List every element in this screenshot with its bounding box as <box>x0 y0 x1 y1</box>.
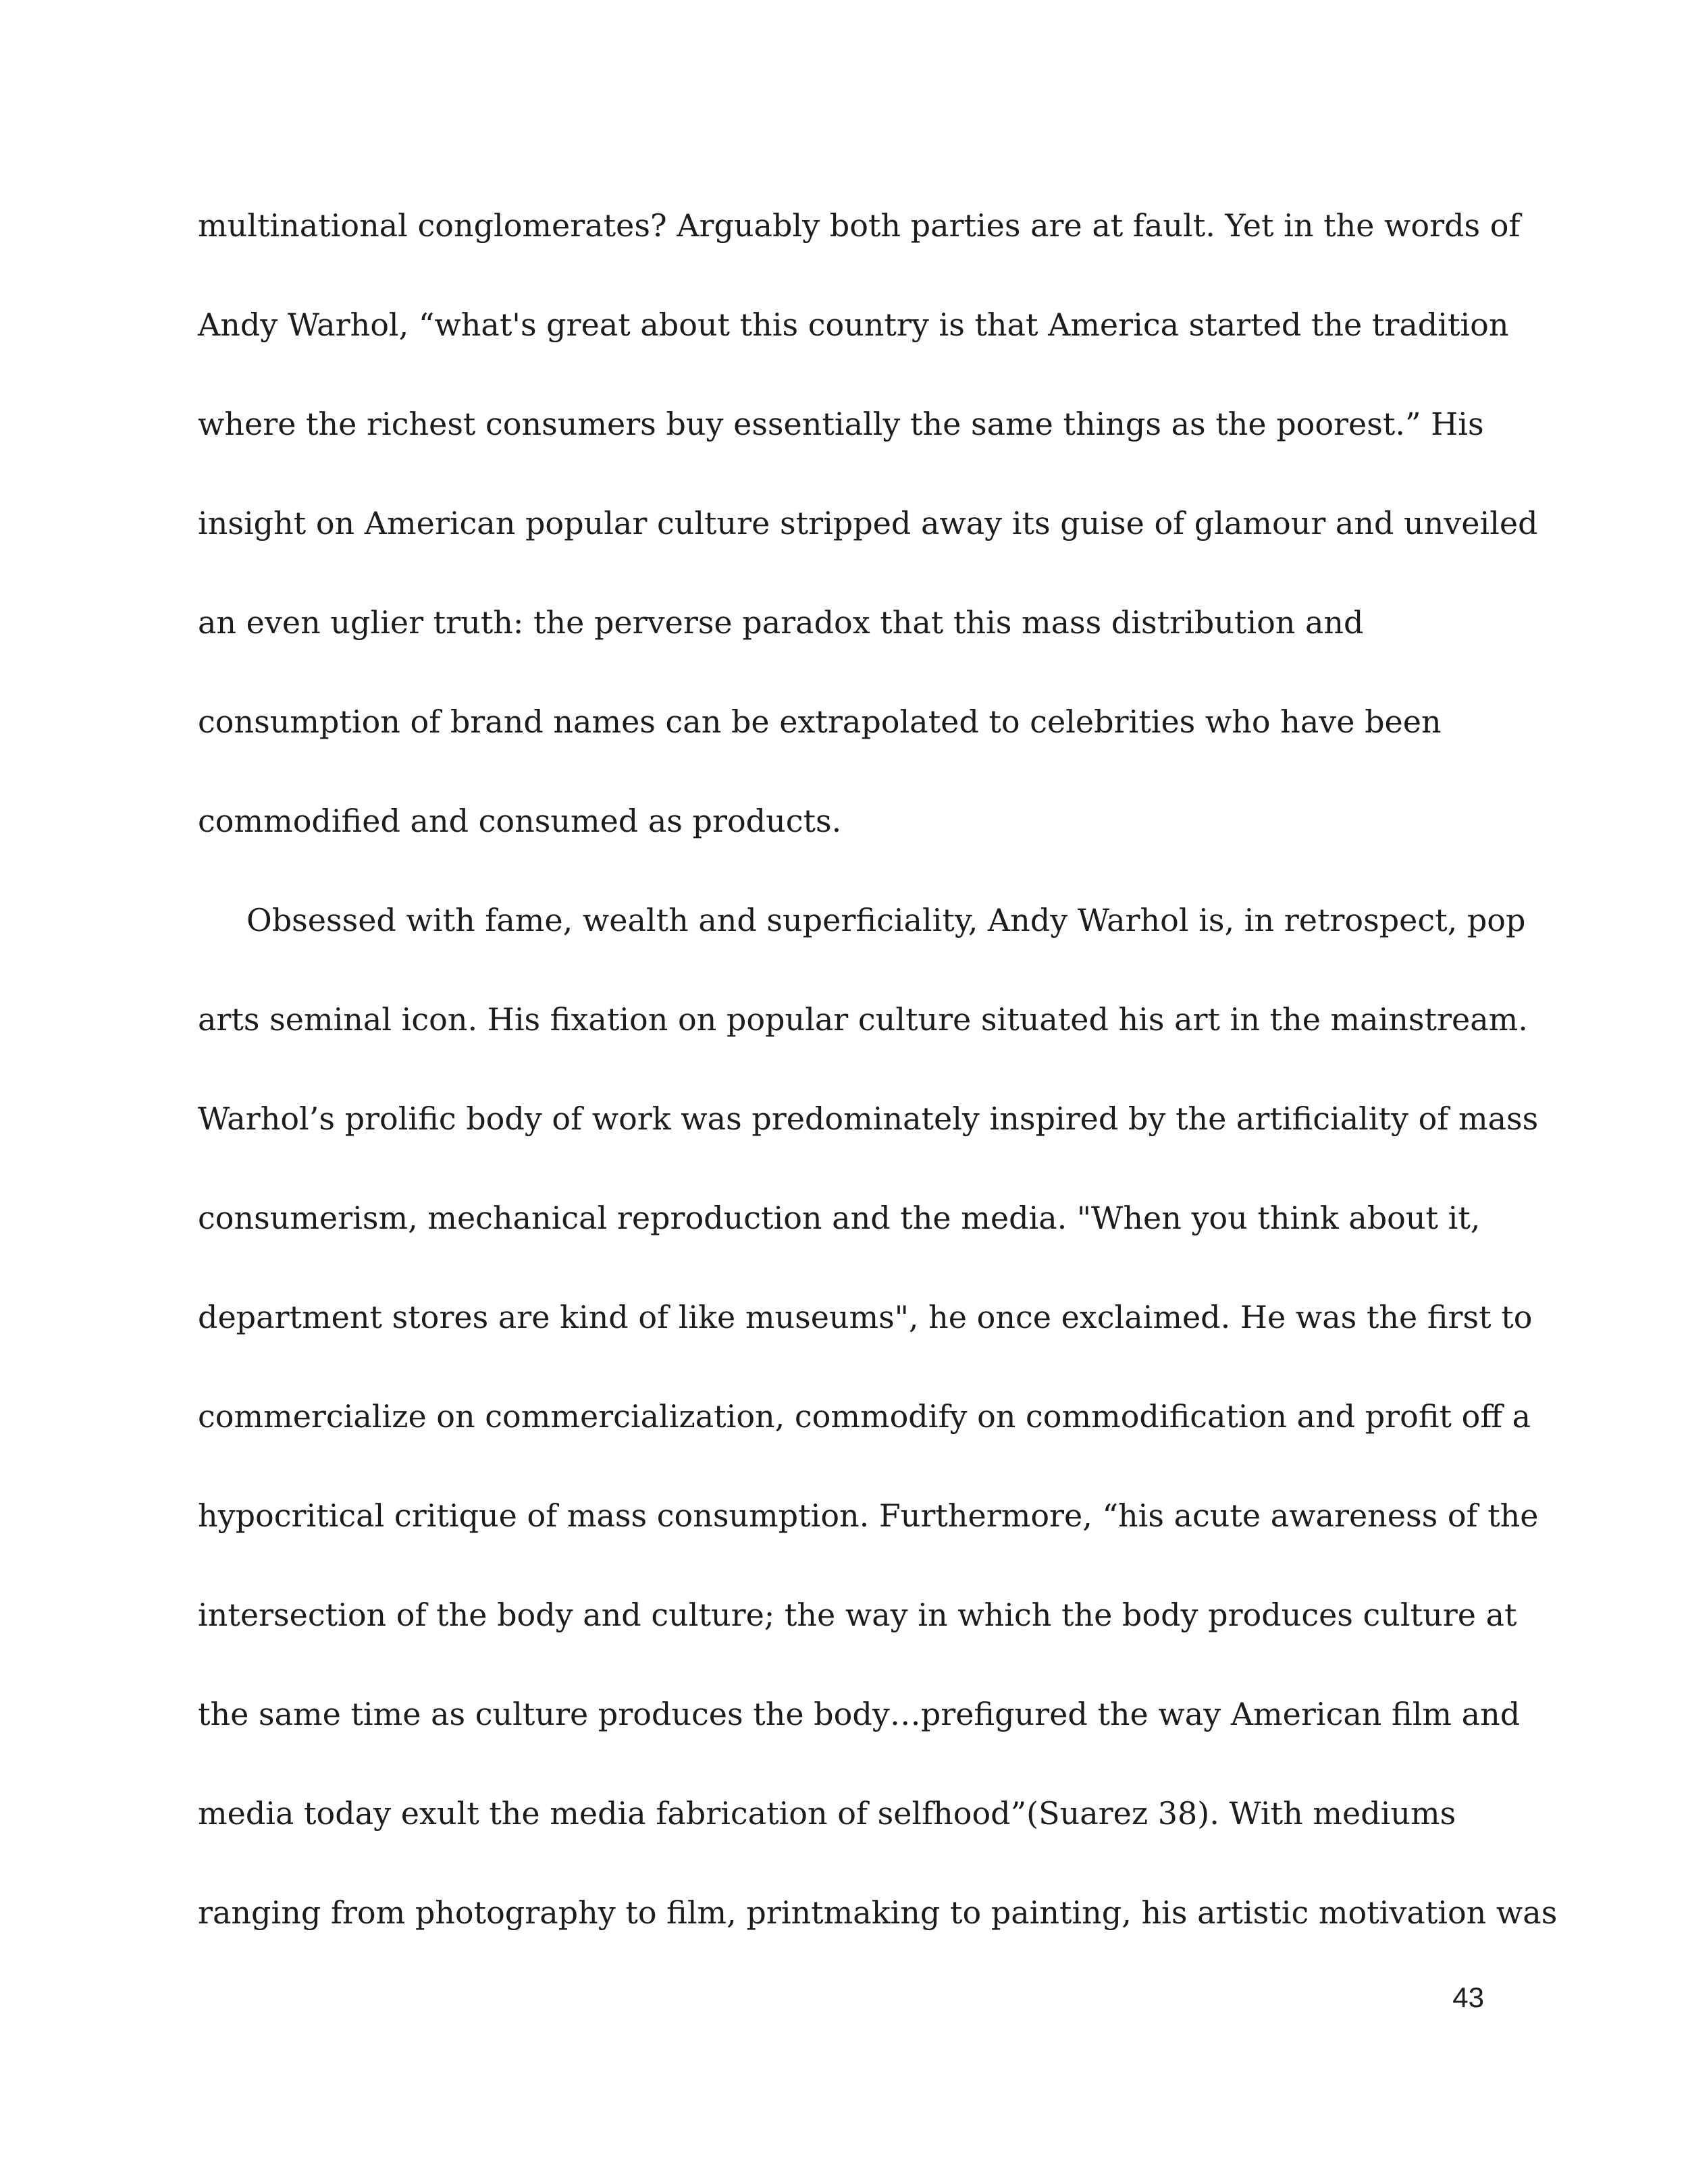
text-line: multinational conglomerates? Arguably both parties are at fault. Yet in the words of <box>198 207 1521 244</box>
text-line: media today exult the media fabrication of selfhood”(Suarez 38). With mediums <box>198 1795 1456 1832</box>
body-text <box>198 199 1558 1986</box>
text-line: consumption of brand names can be extrapolated to celebrities who have been <box>198 703 1442 740</box>
text-line: an even uglier truth: the perverse paradox that this mass distribution and <box>198 604 1364 641</box>
text-line: where the richest consumers buy essentially the same things as the poorest.” His <box>198 406 1484 442</box>
text-line: Andy Warhol, “what's great about this country is that America started the tradition <box>198 307 1509 343</box>
page-number: 43 <box>1452 1981 1484 2013</box>
text-line: Warhol’s prolific body of work was predominately inspired by the artificiality of mass <box>198 1100 1539 1137</box>
text-line: ranging from photography to film, printmaking to painting, his artistic motivation was <box>198 1894 1558 1931</box>
text-line: commercialize on commercialization, commodify on commodification and profit off a <box>198 1398 1531 1435</box>
text-line: hypocritical critique of mass consumption. Furthermore, “his acute awareness of the <box>198 1497 1539 1534</box>
text-line: the same time as culture produces the body…prefigured the way American film and <box>198 1696 1521 1732</box>
text-line: consumerism, mechanical reproduction and the media. "When you think about it, <box>198 1200 1481 1236</box>
text-line: commodified and consumed as products. <box>198 803 842 839</box>
text-line: department stores are kind of like museums", he once exclaimed. He was the first to <box>198 1299 1533 1335</box>
text-line: intersection of the body and culture; the way in which the body produces culture at <box>198 1597 1517 1633</box>
text-line: arts seminal icon. His fixation on popular culture situated his art in the mainstream. <box>198 1001 1528 1038</box>
text-line: insight on American popular culture stripped away its guise of glamour and unveiled <box>198 505 1538 541</box>
text-line-paragraph-start: Obsessed with fame, wealth and superficiality, Andy Warhol is, in retrospect, pop <box>246 902 1526 938</box>
